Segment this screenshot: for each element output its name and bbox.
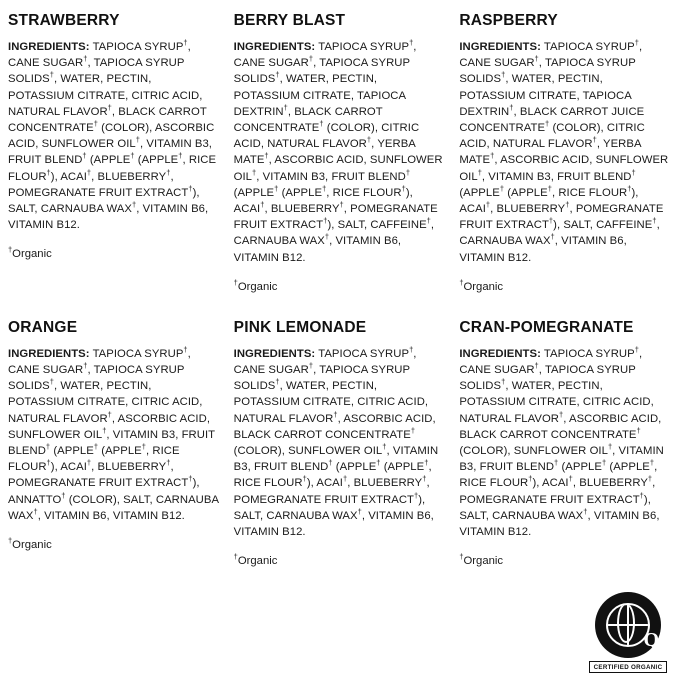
organic-footnote: †Organic — [233, 278, 278, 293]
ingredient-panel-berry-blast — [234, 6, 446, 295]
panel-title: ORANGE — [8, 318, 78, 336]
ingredient-panel-cran-pomegranate — [459, 313, 671, 569]
ingredients-label: INGREDIENTS: — [459, 347, 541, 360]
ingredient-panel-raspberry — [459, 6, 671, 295]
organic-footnote: †Organic — [459, 278, 504, 293]
ingredients-label: INGREDIENTS: — [233, 41, 316, 53]
panel-title: CRAN-POMEGRANATE — [459, 318, 634, 336]
organic-footnote: †Organic — [8, 536, 52, 552]
qai-globe-icon — [595, 592, 661, 658]
panel-title: BERRY BLAST — [233, 12, 346, 29]
ingredients-label: INGREDIENTS: — [459, 41, 541, 53]
ingredient-list — [234, 346, 446, 540]
organic-footnote: †Organic — [233, 552, 278, 568]
ingredients-label: INGREDIENTS: — [8, 41, 90, 53]
organic-footnote: †Organic — [459, 552, 504, 568]
ingredients-text: TAPIOCA SYRUP†, CANE SUGAR†, TAPIOCA SYRUP SOLIDS†, WATER, PECTIN, POTASSIUM CITRATE, TAPIOCA DEXTRIN†, BLACK CARROT CONCENTRATE† (COLOR), CITRIC ACID, NATURAL FLAVOR†, YERBA MATE†, ASCORBIC ACID, SUNFLOWER OIL†, VITAMIN B3, FRUIT BLEND† (APPLE† (APPLE†, RICE FLOUR†), ACAI†, BLUEBERRY†, POMEGRANATE FRUIT EXTRACT†), SALT, CAFFEINE†, CARNAUBA WAX†, VITAMIN B6, VITAMIN B12. — [233, 38, 443, 264]
ingredient-panel-orange — [8, 313, 220, 569]
panel-title: RASPBERRY — [459, 12, 558, 29]
panel-title: PINK LEMONADE — [233, 318, 367, 336]
ingredients-text: TAPIOCA SYRUP†, CANE SUGAR†, TAPIOCA SYRUP SOLIDS†, WATER, PECTIN, POTASSIUM CITRATE, CITRIC ACID, NATURAL FLAVOR†, ASCORBIC ACID, BLACK CARROT CONCENTRATE† (COLOR), SUNFLOWER OIL†, VITAMIN B3, FRUIT BLEND† (APPLE† (APPLE†, RICE FLOUR†), ACAI†, BLUEBERRY†, POMEGRANATE FRUIT EXTRACT†), SALT, CARNAUBA WAX†, VITAMIN B6, VITAMIN B12. — [459, 345, 664, 539]
panel-title: STRAWBERRY — [8, 12, 120, 29]
seal-letter: Q — [643, 629, 659, 651]
ingredient-list — [459, 39, 671, 266]
ingredient-list — [8, 39, 220, 233]
ingredients-label: INGREDIENTS: — [233, 347, 316, 360]
ingredients-label: INGREDIENTS: — [8, 347, 90, 360]
ingredients-text: TAPIOCA SYRUP†, CANE SUGAR†, TAPIOCA SYRUP SOLIDS†, WATER, PECTIN, POTASSIUM CITRATE, CITRIC ACID, NATURAL FLAVOR†, ASCORBIC ACID, SUNFLOWER OIL†, VITAMIN B3, FRUIT BLEND† (APPLE† (APPLE†, RICE FLOUR†), ACAI†, BLUEBERRY†, POMEGRANATE FRUIT EXTRACT†), ANNATTO† (COLOR), SALT, CARNAUBA WAX†, VITAMIN B6, VITAMIN B12. — [8, 345, 219, 522]
ingredient-list — [8, 346, 220, 524]
ingredients-text: TAPIOCA SYRUP†, CANE SUGAR†, TAPIOCA SYRUP SOLIDS†, WATER, PECTIN, POTASSIUM CITRATE, TAPIOCA DEXTRIN†, BLACK CARROT JUICE CONCENTRATE† (COLOR), CITRIC ACID, NATURAL FLAVOR†, YERBA MATE†, ASCORBIC ACID, SUNFLOWER OIL†, VITAMIN B3, FRUIT BLEND† (APPLE† (APPLE†, RICE FLOUR†), ACAI†, BLUEBERRY†, POMEGRANATE FRUIT EXTRACT†), SALT, CAFFEINE†, CARNAUBA WAX†, VITAMIN B6, VITAMIN B12. — [459, 38, 669, 264]
organic-footnote: †Organic — [8, 245, 52, 261]
ingredients-text: TAPIOCA SYRUP†, CANE SUGAR†, TAPIOCA SYRUP SOLIDS†, WATER, PECTIN, POTASSIUM CITRATE, CITRIC ACID, NATURAL FLAVOR†, BLACK CARROT CONCENTRATE† (COLOR), ASCORBIC ACID, SUNFLOWER OIL†, VITAMIN B3, FRUIT BLEND† (APPLE† (APPLE†, RICE FLOUR†), ACAI†, BLUEBERRY†, POMEGRANATE FRUIT EXTRACT†), SALT, CARNAUBA WAX†, VITAMIN B6, VITAMIN B12. — [8, 38, 217, 232]
certified-organic-label: CERTIFIED ORGANIC — [589, 661, 668, 673]
ingredient-panel-pink-lemonade — [234, 313, 446, 569]
certified-organic-seal — [587, 591, 669, 673]
ingredient-list — [459, 346, 671, 540]
ingredient-list — [234, 39, 446, 266]
ingredient-panel-strawberry — [8, 6, 220, 295]
ingredients-text: TAPIOCA SYRUP†, CANE SUGAR†, TAPIOCA SYRUP SOLIDS†, WATER, PECTIN, POTASSIUM CITRATE, CITRIC ACID, NATURAL FLAVOR†, ASCORBIC ACID, BLACK CARROT CONCENTRATE† (COLOR), SUNFLOWER OIL†, VITAMIN B3, FRUIT BLEND† (APPLE† (APPLE†, RICE FLOUR†), ACAI†, BLUEBERRY†, POMEGRANATE FRUIT EXTRACT†), SALT, CARNAUBA WAX†, VITAMIN B6, VITAMIN B12. — [233, 345, 439, 539]
globe-meridian — [617, 603, 635, 643]
